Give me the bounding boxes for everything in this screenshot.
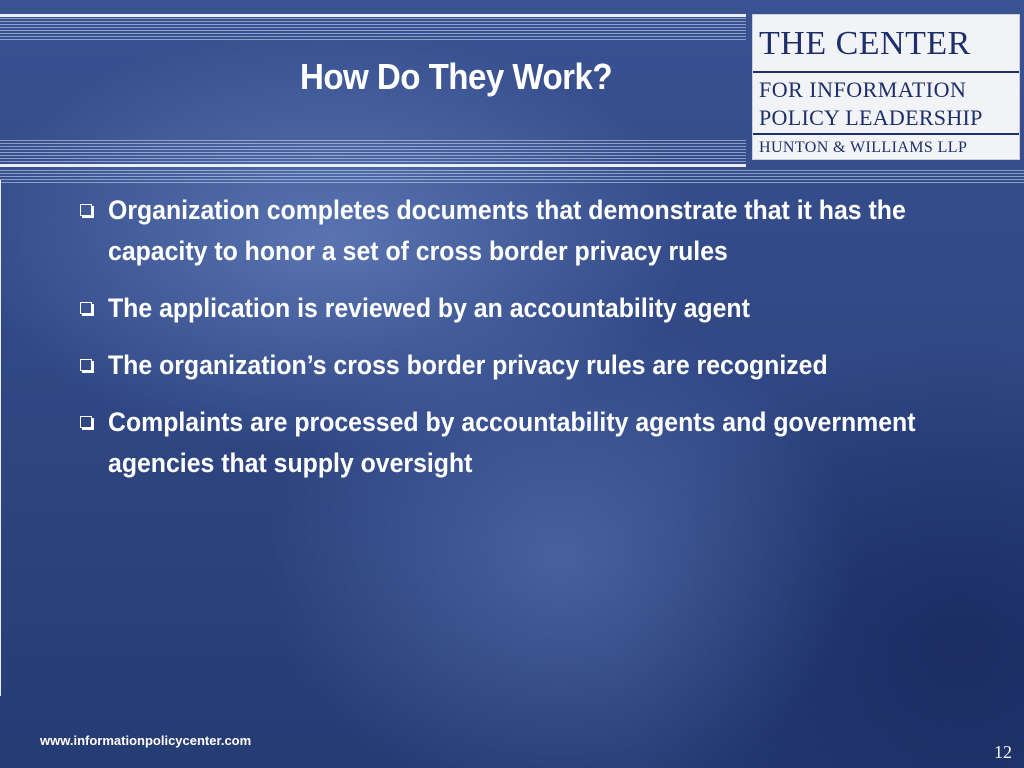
- checkbox-bullet-icon: [80, 302, 92, 314]
- bullet-text: Organization completes documents that demonstrate that it has the capacity to honor a set of cross border privacy rules: [108, 195, 906, 266]
- logo-rule-top: [753, 71, 1019, 73]
- logo-line-1: THE CENTER: [759, 25, 971, 62]
- left-vertical-rule: [0, 180, 1, 696]
- logo-rule-bottom: [753, 133, 1019, 135]
- bullet-item: [78, 288, 958, 329]
- checkbox-bullet-icon: [80, 359, 92, 371]
- footer-url: www.informationpolicycenter.com: [40, 733, 252, 748]
- center-logo: [752, 14, 1020, 160]
- checkbox-bullet-icon: [80, 416, 92, 428]
- logo-line-3: POLICY LEADERSHIP: [759, 105, 983, 130]
- header-bottom-stripes: [0, 140, 746, 164]
- bullet-item: [78, 402, 958, 484]
- header-bottom-rule: [0, 164, 746, 167]
- bullet-text: Complaints are processed by accountability agents and government agencies that supply oversight: [108, 407, 916, 478]
- header-top-rule: [0, 14, 746, 17]
- checkbox-bullet-icon: [80, 204, 92, 216]
- logo-line-4: HUNTON & WILLIAMS LLP: [759, 139, 968, 156]
- header-top-stripes: [0, 18, 746, 42]
- logo-line-2: FOR INFORMATION: [759, 77, 967, 102]
- body-top-stripes: [0, 170, 1024, 184]
- bullet-item: [78, 345, 958, 386]
- bullet-list: [78, 190, 958, 500]
- page-number: 12: [994, 742, 1012, 762]
- bullet-text: The application is reviewed by an accountability agent: [108, 293, 750, 323]
- bullet-text: The organization’s cross border privacy rules are recognized: [108, 350, 828, 380]
- bullet-item: [78, 190, 958, 272]
- slide-title: How Do They Work?: [300, 56, 613, 97]
